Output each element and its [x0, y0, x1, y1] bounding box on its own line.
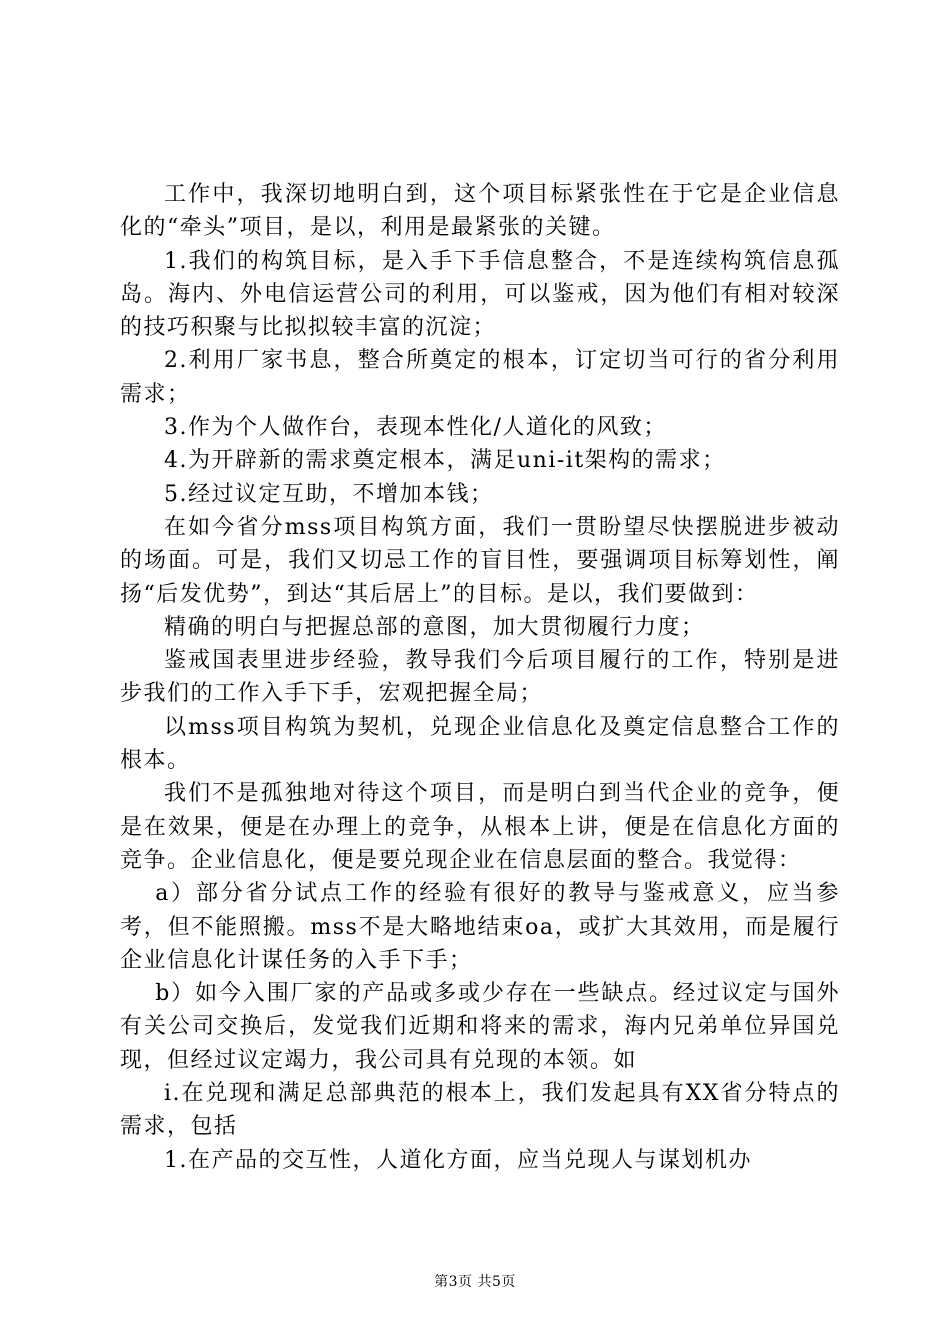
paragraph-item-4: 4.为开辟新的需求奠定根本，满足uni-it架构的需求； — [164, 448, 726, 474]
page-number-footer: 第3页 共5页 — [434, 1274, 516, 1290]
paragraph-item-1: 1.我们的构筑目标，是入手下手信息整合，不是连续构筑信息孤岛。海内、外电信运营公司的利用，可以鉴戒，因为他们有相对较深的技巧积聚与比拟拟较丰富的沉淀； — [120, 248, 840, 341]
paragraph-point-i: i.在兑现和满足总部典范的根本上，我们发起具有XX省分特点的需求，包括 — [120, 1081, 840, 1140]
paragraph-point-b: b）如今入围厂家的产品或多或少存在一些缺点。经过议定与国外有关公司交换后，发觉我们近期和将来的需求，海内兄弟单位异国兑现，但经过议定竭力，我公司具有兑现的本领。如 — [120, 981, 840, 1073]
paragraph-mss-construction: 在如今省分mss项目构筑方面，我们一贯盼望尽快摆脱进步被动的场面。可是，我们又切忌工作的盲目性，要强调项目标筹划性，阐扬“后发优势”，到达“其后居上”的目标。是以，我们要做到： — [120, 514, 840, 607]
paragraph-goal-3: 以mss项目构筑为契机，兑现企业信息化及奠定信息整合工作的根本。 — [120, 714, 840, 774]
paragraph-competition: 我们不是孤独地对待这个项目，而是明白到当代企业的竞争，便是在效果，便是在办理上的竞争，从根本上讲，便是在信息化方面的竞争。企业信息化，便是要兑现企业在信息层面的整合。我觉得： — [120, 781, 840, 873]
paragraph-item-2: 2.利用厂家书息，整合所奠定的根本，订定切当可行的省分利用需求； — [120, 348, 840, 407]
document-body — [120, 178, 840, 1177]
paragraph-goal-2: 鉴戒国表里进步经验，教导我们今后项目履行的工作，特别是进步我们的工作入手下手，宏观把握全局； — [120, 648, 840, 707]
paragraph-point-i-1: 1.在产品的交互性，人道化方面，应当兑现人与谋划机办 — [164, 1147, 752, 1173]
paragraph-item-5: 5.经过议定互助，不增加本钱； — [164, 481, 494, 507]
paragraph-point-a: a）部分省分试点工作的经验有很好的教导与鉴戒意义，应当参考，但不能照搬。mss不是大略地结束oa，或扩大其效用，而是履行企业信息化计谋任务的入手下手； — [120, 881, 840, 973]
paragraph-intro: 工作中，我深切地明白到，这个项目标紧张性在于它是企业信息化的“牵头”项目，是以，利用是最紧张的关键。 — [120, 182, 840, 241]
paragraph-goal-1: 精确的明白与把握总部的意图，加大贯彻履行力度； — [164, 614, 705, 640]
paragraph-item-3: 3.作为个人做作台，表现本性化/人道化的风致； — [164, 415, 667, 441]
